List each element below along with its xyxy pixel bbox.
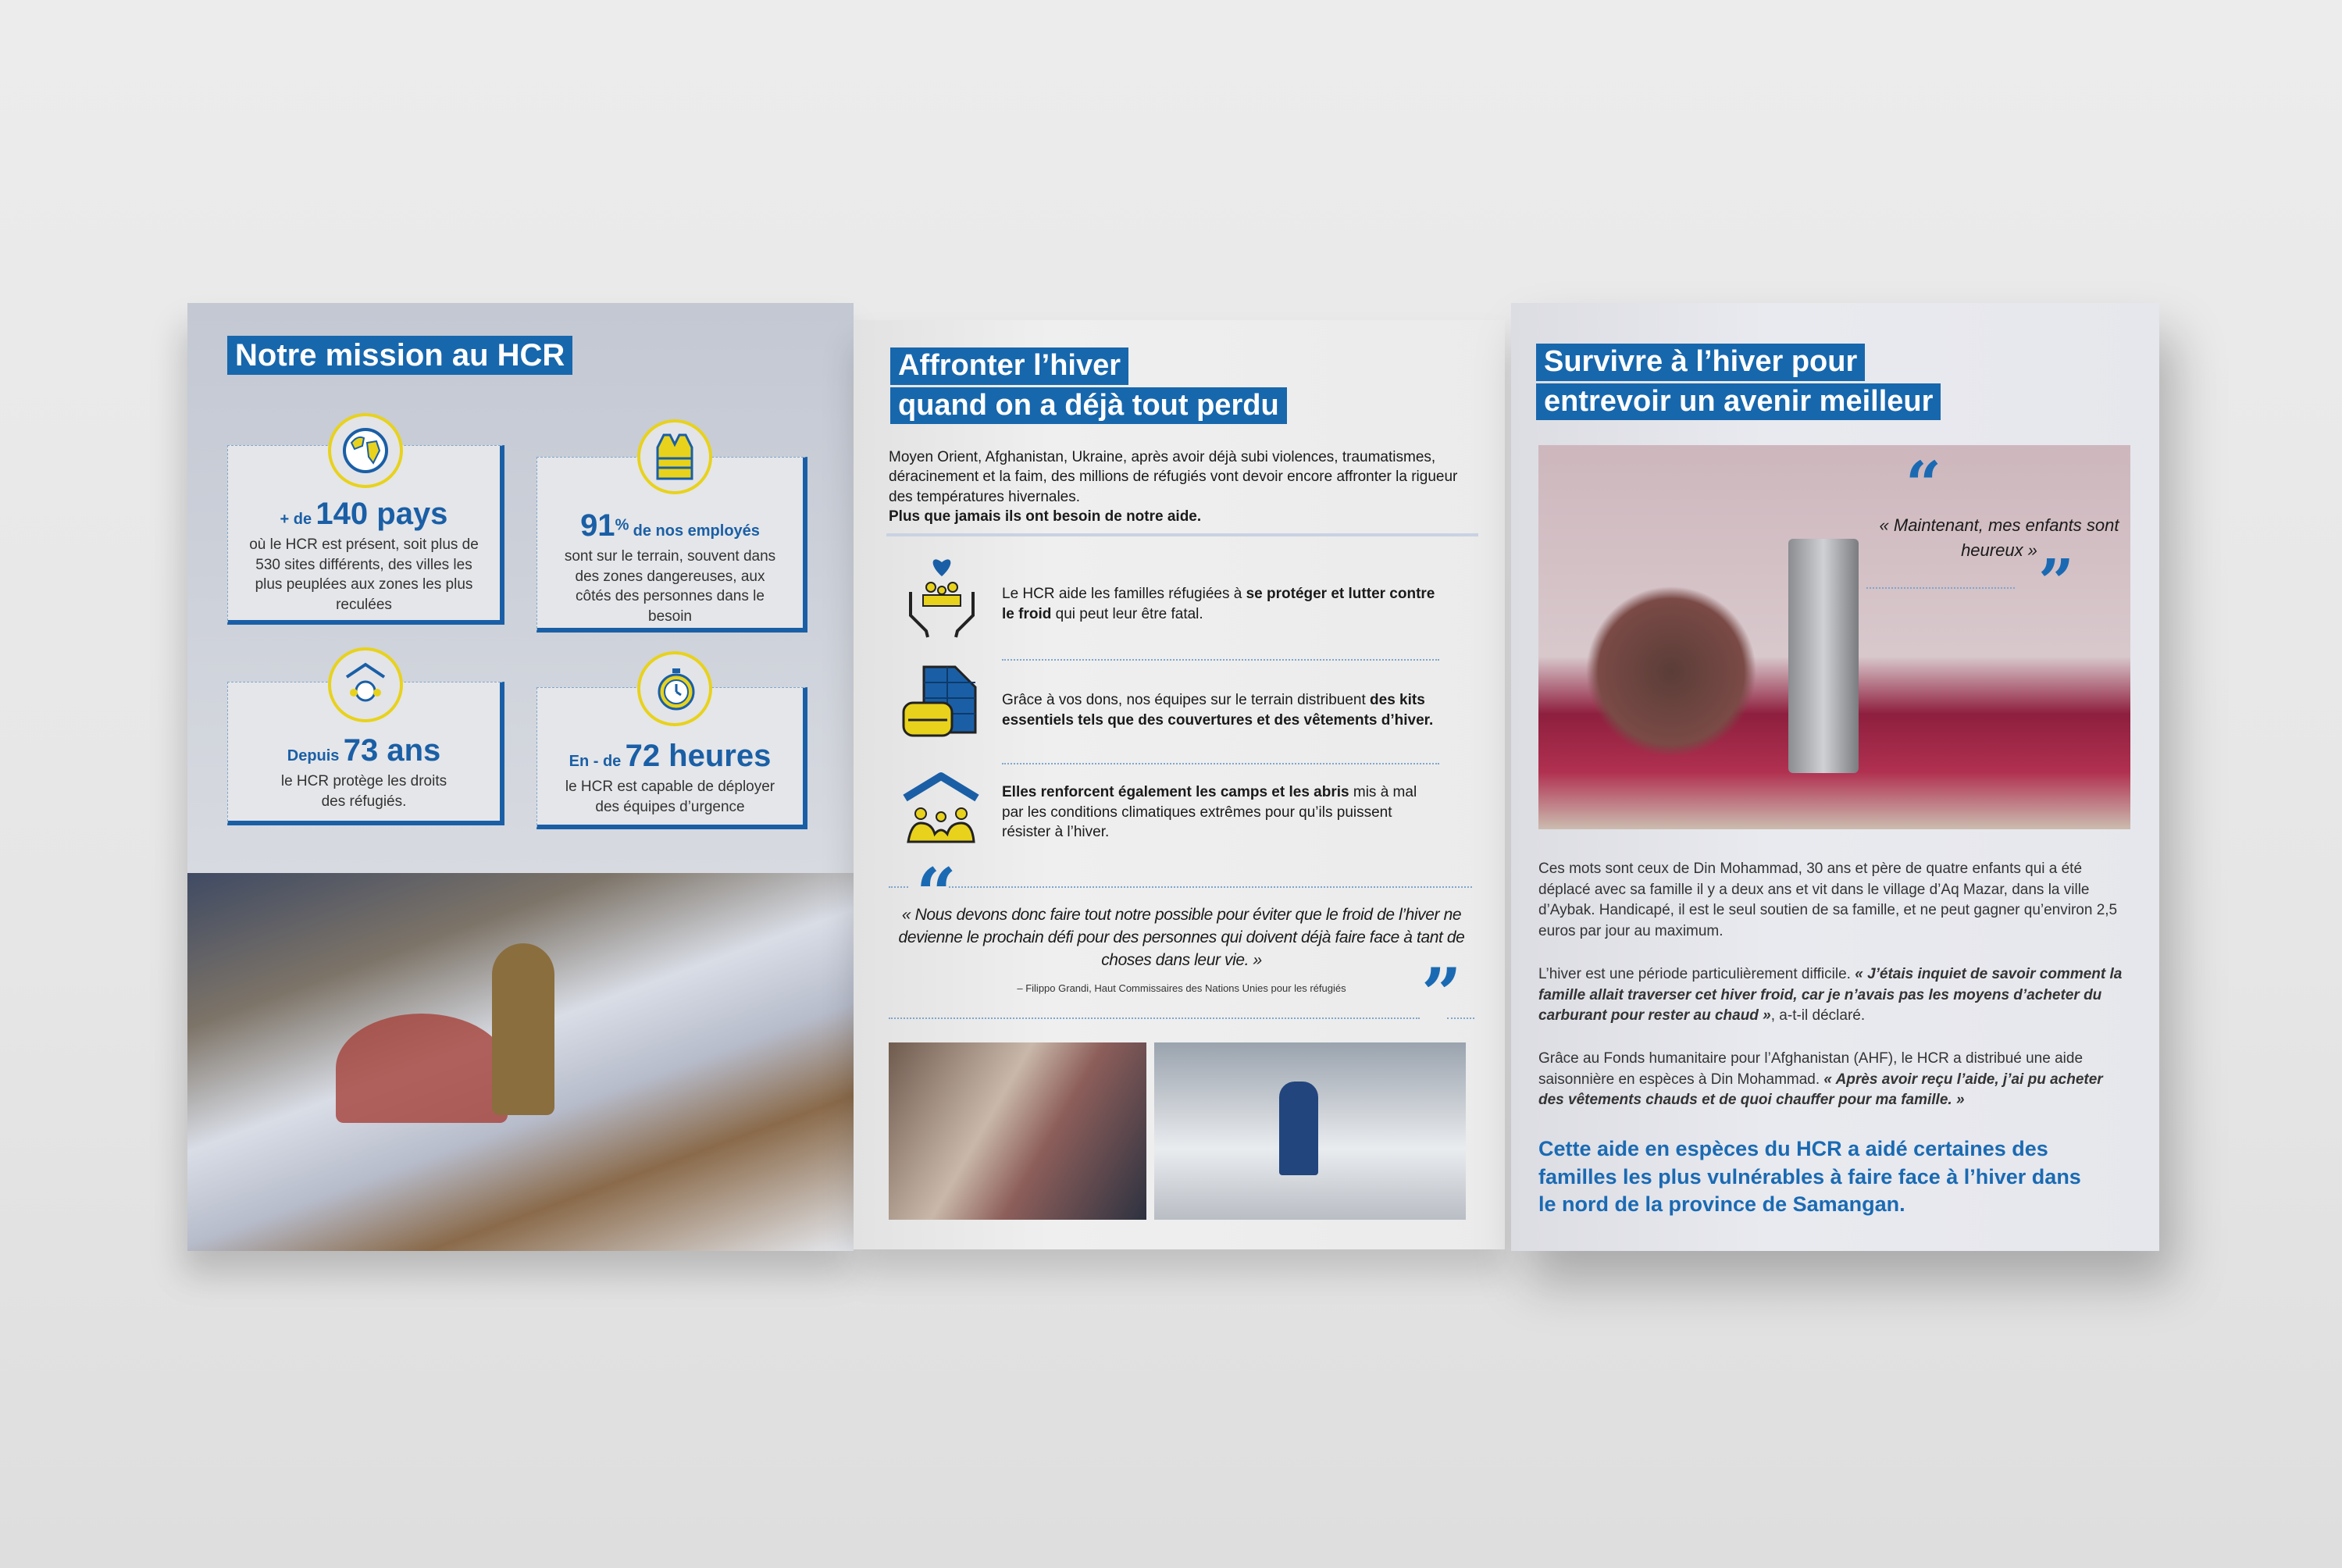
aid-item: Le HCR aide les familles réfugiées à se protéger et lutter contre le froid qui peut leur être fatal.	[854, 547, 1505, 640]
left-page	[187, 303, 854, 1251]
stove-shape	[1788, 539, 1859, 773]
wheelbarrow-shape	[336, 1014, 508, 1123]
page-title: Affronter l’hiver quand on a déjà tout perdu	[890, 347, 1287, 424]
jacket-blanket-icon	[900, 664, 982, 739]
close-quote-icon: ”	[2038, 545, 2075, 618]
page-title: Notre mission au HCR	[227, 336, 572, 375]
shelter-family-icon	[900, 772, 982, 850]
quote-text: « Nous devons donc faire tout notre possible pour éviter que le froid de l’hiver ne devienne le prochain défi pour des personnes qui doivent déjà faire face à tant de choses dans leur vie. »	[898, 906, 1465, 969]
photo-shoveling-snow	[1154, 1042, 1466, 1220]
intro-text: Moyen Orient, Afghanistan, Ukraine, après avoir déjà subi violences, traumatismes, déracinement et la faim, des millions de réfugiés vont devoir encore affronter la rigueur des températures hivernales. Plus que jamais ils ont besoin de notre aide.	[889, 449, 1458, 525]
vest-icon	[637, 419, 712, 494]
page-title: Survivre à l’hiver pour entrevoir un avenir meilleur	[1536, 344, 1941, 420]
hands-family-icon	[904, 553, 979, 639]
story-paragraph: Grâce au Fonds humanitaire pour l’Afghanistan (AHF), le HCR a distribué une aide saisonnière en espèces à Din Mohammad. « Après avoir reçu l’aide, j’ai pu acheter des vêtements chauds et de quoi chauffer pour ma famille. »	[1538, 1050, 2103, 1109]
close-quote-icon: ”	[1421, 953, 1462, 1035]
middle-page	[854, 320, 1505, 1249]
stat-card-hours: En - de 72 heures le HCR est capable de déployer des équipes d’urgence	[536, 687, 807, 829]
open-quote-icon: “	[916, 853, 957, 935]
photo-quote-text: « Maintenant, mes enfants sont heureux »	[1879, 515, 2119, 560]
stat-card-years: Depuis 73 ans le HCR protège les droits des réfugiés.	[227, 682, 504, 825]
divider	[886, 533, 1478, 536]
divider	[889, 1017, 1420, 1019]
child-protection-icon	[328, 647, 403, 722]
divider	[1002, 659, 1439, 661]
closing-statement: Cette aide en espèces du HCR a aidé certaines des familles les plus vulnérables à faire face à l’hiver dans le nord de la province de Samangan.	[1538, 1137, 2081, 1217]
stat-card-staff: 91% de nos employés sont sur le terrain, souvent dans des zones dangereuses, aux côtés des personnes dans le besoin	[536, 457, 807, 633]
story-paragraph: L’hiver est une période particulièrement difficile. « J’étais inquiet de savoir comment la famille allait traverser cet hiver froid, car je n’avais pas les moyens d’acheter du carburant pour rester au chaud », a-t-il déclaré.	[1538, 966, 2123, 1025]
divider	[949, 886, 1472, 888]
globe-icon	[328, 413, 403, 488]
aid-item: Grâce à vos dons, nos équipes sur le terrain distribuent des kits essentiels tels que des couvertures et des vêtements d’hiver.	[854, 664, 1505, 750]
worker-figure	[1279, 1082, 1318, 1175]
child-figure	[492, 943, 554, 1115]
quote-author: – Filippo Grandi, Haut Commissaires des Nations Unies pour les réfugiés	[1017, 982, 1346, 994]
divider	[889, 886, 908, 888]
divider	[1002, 763, 1439, 764]
stopwatch-icon	[637, 651, 712, 726]
story-paragraph: Ces mots sont ceux de Din Mohammad, 30 ans et père de quatre enfants qui a été déplacé avec sa famille il y a deux ans et vit dans le village d’Aq Mazar, dans la ville d’Aybak. Handicapé, il est le seul soutien de sa famille, et ne peut gagner qu’environ 2,5 euros par jour au maximum.	[1538, 861, 2118, 939]
family-figures	[1585, 586, 1757, 757]
open-quote-icon: “	[1905, 447, 1942, 521]
photo-child-wheelbarrow-snow	[187, 873, 854, 1251]
aid-item: Elles renforcent également les camps et les abris mis à mal par les conditions climatiques extrêmes pour qu’ils puissent résister à l’hiver.	[854, 765, 1505, 859]
divider	[1447, 1017, 1474, 1019]
divider	[1866, 587, 2015, 589]
quote-block	[854, 853, 1505, 1039]
right-page	[1511, 303, 2159, 1251]
photo-din-mohammad-family	[1538, 445, 2130, 829]
photo-family-indoors	[889, 1042, 1146, 1220]
stat-card-countries: + de 140 pays où le HCR est présent, soit plus de 530 sites différents, des villes les plus peuplées aux zones les plus reculées	[227, 445, 504, 625]
